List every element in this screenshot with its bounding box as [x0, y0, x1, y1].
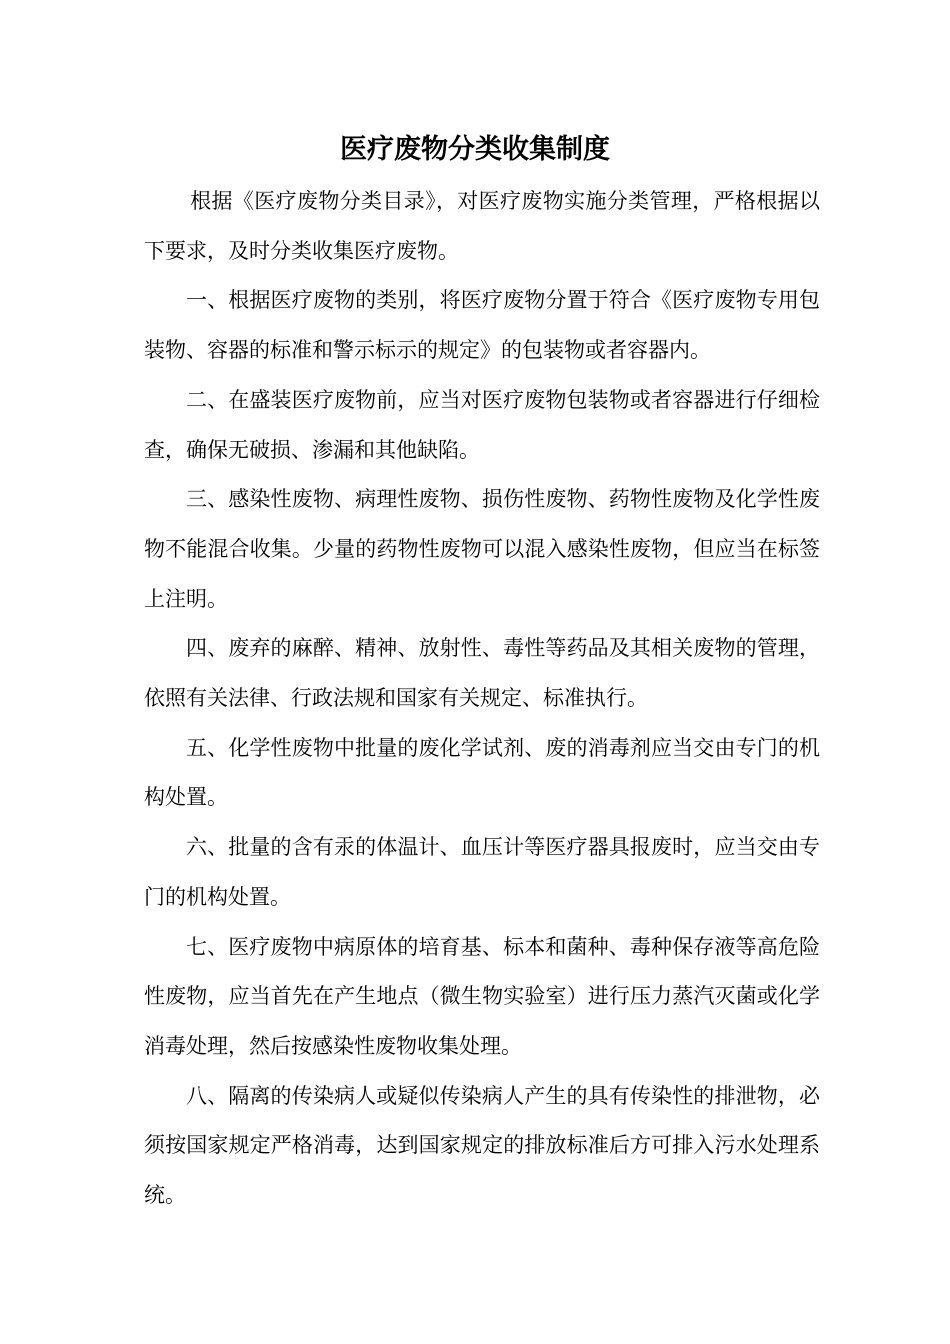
rule-paragraph-3: 三、感染性废物、病理性废物、损伤性废物、药物性废物及化学性废物不能混合收集。少量的药物性废物可以混入感染性废物，但应当在标签上注明。 — [144, 487, 820, 611]
rule-paragraph-8: 八、隔离的传染病人或疑似传染病人产生的具有传染性的排泄物，必须按国家规定严格消毒，达到国家规定的排放标准后方可排入污水处理系统。 — [144, 1083, 820, 1208]
document-body — [144, 177, 820, 1221]
rule-paragraph-4: 四、废弃的麻醉、精神、放射性、毒性等药品及其相关废物的管理，依照有关法律、行政法规和国家有关规定、标准执行。 — [144, 636, 820, 711]
document-title: 医疗废物分类收集制度 — [340, 134, 610, 165]
rule-paragraph-1: 一、根据医疗废物的类别，将医疗废物分置于符合《医疗废物专用包装物、容器的标准和警示标示的规定》的包装物或者容器内。 — [144, 288, 820, 363]
intro-paragraph: 根据《医疗废物分类目录》，对医疗废物实施分类管理，严格根据以下要求，及时分类收集医疗废物。 — [144, 189, 820, 263]
rule-paragraph-2: 二、在盛装医疗废物前，应当对医疗废物包装物或者容器进行仔细检查，确保无破损、渗漏和其他缺陷。 — [144, 387, 820, 462]
rule-paragraph-7: 七、医疗废物中病原体的培育基、标本和菌种、毒种保存液等高危险性废物，应当首先在产生地点（微生物实验室）进行压力蒸汽灭菌或化学消毒处理，然后按感染性废物收集处理。 — [144, 934, 820, 1058]
rule-paragraph-6: 六、批量的含有汞的体温计、血压计等医疗器具报废时，应当交由专门的机构处置。 — [144, 835, 820, 909]
rule-paragraph-5: 五、化学性废物中批量的废化学试剂、废的消毒剂应当交由专门的机构处置。 — [144, 735, 820, 810]
